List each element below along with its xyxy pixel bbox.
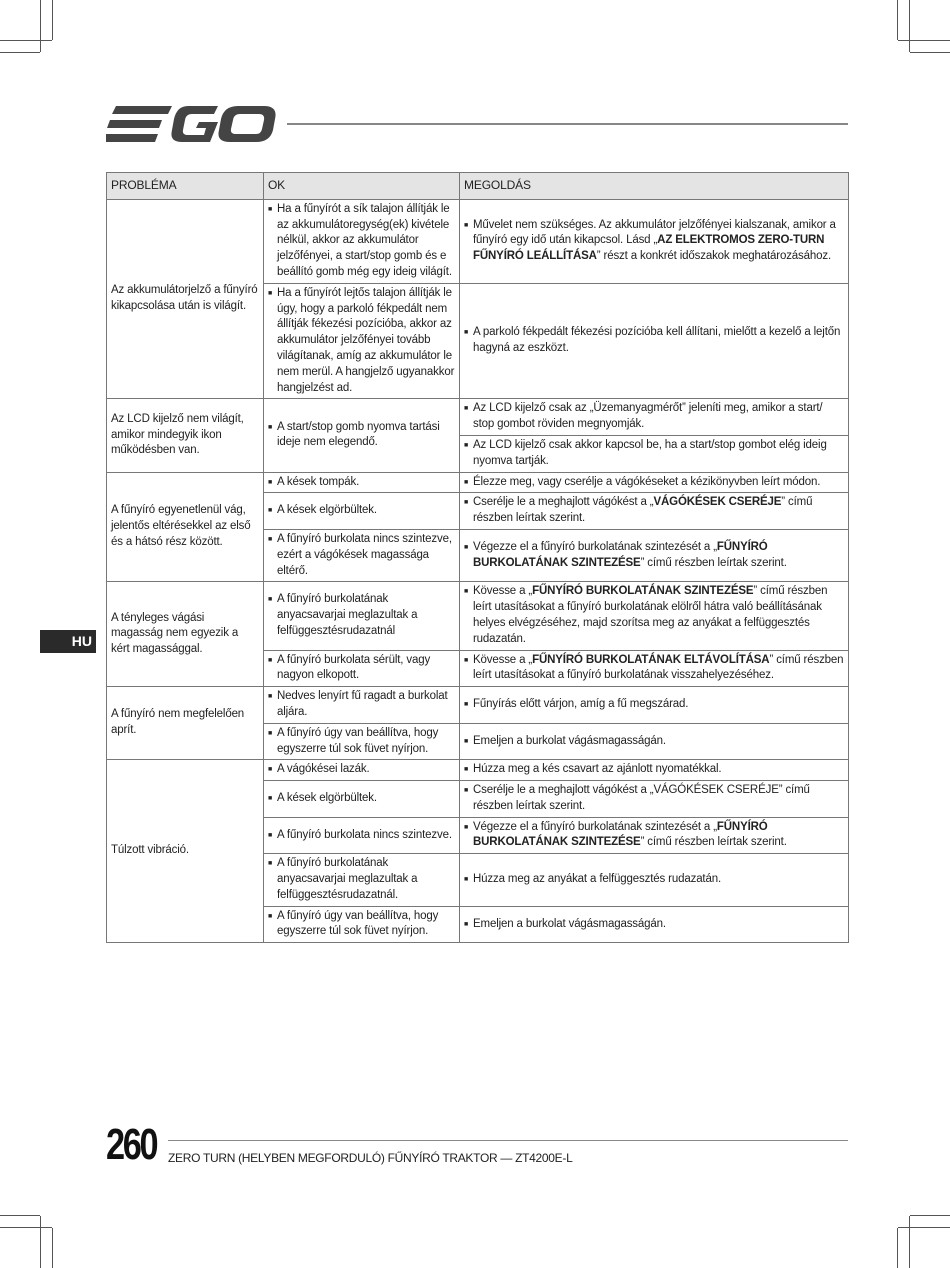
crop-mark bbox=[910, 52, 950, 53]
crop-mark bbox=[40, 1216, 41, 1268]
problem-cell: Az akkumulátorjelző a fűnyíró kikapcsolása után is világít. bbox=[107, 199, 264, 399]
column-header-cause: OK bbox=[264, 173, 460, 200]
solution-cell: ■ Végezze el a fűnyíró burkolatának szintezését a „FŰNYÍRÓ BURKOLATÁNAK SZINTEZÉSE” című részben leírtak szerint. bbox=[460, 817, 849, 854]
crop-mark bbox=[897, 1228, 898, 1268]
solution-text: Végezze el a fűnyíró burkolatának szintezését a „FŰNYÍRÓ BURKOLATÁNAK SZINTEZÉSE” című részben leírtak szerint. bbox=[473, 820, 787, 849]
solution-cell: ■ Végezze el a fűnyíró burkolatának szintezését a „FŰNYÍRÓ BURKOLATÁNAK SZINTEZÉSE” című részben leírtak szerint. bbox=[460, 529, 849, 581]
cause-cell: ■ A kések tompák. bbox=[264, 472, 460, 493]
problem-cell: Az LCD kijelző nem világít, amikor mindegyik ikon működésben van. bbox=[107, 399, 264, 472]
crop-mark bbox=[910, 1215, 950, 1216]
cause-text: A fűnyíró burkolatának anyacsavarjai meglazultak a felfüggesztésrudazatnál. bbox=[277, 857, 418, 901]
cause-cell: ■ A fűnyíró burkolatának anyacsavarjai meglazultak a felfüggesztésrudazatnál. bbox=[264, 854, 460, 906]
solution-text: Húzza meg az anyákat a felfüggesztés rudazatán. bbox=[473, 873, 722, 886]
page-number: 260 bbox=[106, 1120, 157, 1169]
solution-cell: ■ Az LCD kijelző csak akkor kapcsol be, ha a start/stop gombot elég ideig nyomva tartják. bbox=[460, 435, 849, 472]
crop-mark bbox=[898, 1227, 950, 1228]
section-reference: AZ ELEKTROMOS ZERO-TURN FŰNYÍRÓ LEÁLLÍTÁSA bbox=[473, 234, 825, 263]
cause-text: A kések elgörbültek. bbox=[277, 791, 377, 804]
crop-mark bbox=[0, 52, 40, 53]
solution-text: Cserélje le a meghajlott vágókést a „VÁGÓKÉSEK CSERÉJE” című részben leírtak szerint. bbox=[473, 784, 810, 812]
solution-cell: ■ Húzza meg a kés csavart az ajánlott nyomatékkal. bbox=[460, 760, 849, 781]
cause-cell: ■ A fűnyíró burkolata sérült, vagy nagyon elkopott. bbox=[264, 650, 460, 687]
troubleshooting-table bbox=[106, 172, 849, 943]
solution-text: Kövesse a „FŰNYÍRÓ BURKOLATÁNAK ELTÁVOLÍTÁSA” című részben leírt utasításokat a fűnyíró burkolatának visszahelyezéséhez. bbox=[473, 653, 844, 682]
problem-cell: A tényleges vágási magasság nem egyezik a kért magassággal. bbox=[107, 582, 264, 687]
solution-cell: ■ Cserélje le a meghajlott vágókést a „VÁGÓKÉSEK CSERÉJE” című részben leírtak szerint. bbox=[460, 781, 849, 818]
problem-cell: A fűnyíró egyenetlenül vág, jelentős eltérésekkel az első és a hátsó rész között. bbox=[107, 472, 264, 582]
crop-mark bbox=[909, 1216, 910, 1268]
cause-text: Ha a fűnyírót a sík talajon állítják le az akkumulátoregység(ek) kivétele nélkül, akkor az akkumulátor jelzőfényei, a start/stop gomb és e beállító gomb még egy ideig világít. bbox=[277, 202, 452, 278]
solution-cell: ■ A parkoló fékpedált fékezési pozícióba kell állítani, mielőtt a kezelő a lejtőn hagyná az eszközt. bbox=[460, 283, 849, 399]
cause-text: A vágókései lazák. bbox=[277, 763, 370, 776]
table-row bbox=[107, 472, 849, 493]
cause-cell: ■ Ha a fűnyírót a sík talajon állítják le az akkumulátoregység(ek) kivétele nélkül, akkor az akkumulátor jelzőfényei, a start/stop gomb és e beállító gomb még egy ideig világít. bbox=[264, 199, 460, 283]
cause-cell: ■ A vágókései lazák. bbox=[264, 760, 460, 781]
solution-cell: ■ Emeljen a burkolat vágásmagasságán. bbox=[460, 723, 849, 760]
footer-title: ZERO TURN (HELYBEN MEGFORDULÓ) FŰNYÍRÓ TRAKTOR — ZT4200E-L bbox=[168, 1151, 573, 1165]
solution-cell: ■ Cserélje le a meghajlott vágókést a „VÁGÓKÉSEK CSERÉJE” című részben leírtak szerint. bbox=[460, 493, 849, 530]
language-tab: HU bbox=[40, 630, 96, 653]
solution-text: A parkoló fékpedált fékezési pozícióba kell állítani, mielőtt a kezelő a lejtőn hagyná az eszközt. bbox=[473, 326, 841, 355]
crop-mark bbox=[0, 1215, 40, 1216]
solution-cell: ■ Művelet nem szükséges. Az akkumulátor jelzőfényei kialszanak, amikor a fűnyíró egy idő után kikapcsol. Lásd „AZ ELEKTROMOS ZERO-TURN FŰNYÍRÓ LEÁLLÍTÁSA” részt a konkrét időszakok meghatározásához. bbox=[460, 199, 849, 283]
cause-cell: ■ A kések elgörbültek. bbox=[264, 493, 460, 530]
cause-text: Nedves lenyírt fű ragadt a burkolat aljára. bbox=[277, 690, 448, 718]
table-row bbox=[107, 582, 849, 650]
cause-text: Ha a fűnyírót lejtős talajon állítják le úgy, hogy a parkoló fékpedált nem állítják fékezési pozícióba, akkor az akkumulátor jelzőfényei tovább világítanak, amíg az akkumulátor le nem merül. A hangjelző ugyanakkor hangjelzést ad. bbox=[277, 286, 455, 394]
solution-cell: ■ Emeljen a burkolat vágásmagasságán. bbox=[460, 906, 849, 943]
cause-text: A fűnyíró burkolata nincs szintezve, ezért a vágókések magassága eltérő. bbox=[277, 532, 452, 577]
cause-text: A fűnyíró burkolatának anyacsavarjai meglazultak a felfüggesztésrudazatnál bbox=[277, 593, 418, 637]
solution-cell: ■ Élezze meg, vagy cserélje a vágókéseket a kézikönyvben leírt módon. bbox=[460, 472, 849, 493]
problem-cell: Túlzott vibráció. bbox=[107, 760, 264, 943]
table-header-row bbox=[107, 173, 849, 200]
column-header-problem: PROBLÉMA bbox=[107, 173, 264, 200]
solution-text: Fűnyírás előtt várjon, amíg a fű megszárad. bbox=[473, 698, 689, 710]
cause-text: A fűnyíró burkolata nincs szintezve. bbox=[277, 828, 452, 841]
solution-text: Cserélje le a meghajlott vágókést a „VÁGÓKÉSEK CSERÉJE” című részben leírtak szerint. bbox=[473, 496, 813, 525]
crop-mark bbox=[909, 0, 910, 52]
cause-cell: ■ A fűnyíró úgy van beállítva, hogy egyszerre túl sok füvet nyírjon. bbox=[264, 723, 460, 760]
cause-text: A fűnyíró burkolata sérült, vagy nagyon elkopott. bbox=[277, 653, 431, 682]
cause-text: A kések tompák. bbox=[277, 475, 360, 488]
cause-text: A fűnyíró úgy van beállítva, hogy egyszerre túl sok füvet nyírjon. bbox=[277, 909, 439, 938]
solution-text: Emeljen a burkolat vágásmagasságán. bbox=[473, 917, 666, 930]
ego-logo bbox=[106, 102, 278, 146]
table-row bbox=[107, 760, 849, 781]
section-reference: FŰNYÍRÓ BURKOLATÁNAK SZINTEZÉSE bbox=[473, 820, 768, 849]
cause-cell: ■ A fűnyíró úgy van beállítva, hogy egyszerre túl sok füvet nyírjon. bbox=[264, 906, 460, 943]
cause-text: A fűnyíró úgy van beállítva, hogy egyszerre túl sok füvet nyírjon. bbox=[277, 726, 439, 755]
section-reference: VÁGÓKÉSEK CSERÉJE bbox=[653, 496, 782, 509]
cause-cell: ■ A start/stop gomb nyomva tartási ideje nem elegendő. bbox=[264, 399, 460, 472]
solution-text: Húzza meg a kés csavart az ajánlott nyomatékkal. bbox=[473, 763, 722, 776]
header-rule bbox=[287, 123, 848, 125]
solution-cell: ■ Húzza meg az anyákat a felfüggesztés rudazatán. bbox=[460, 854, 849, 906]
solution-cell: ■ Fűnyírás előtt várjon, amíg a fű megszárad. bbox=[460, 687, 849, 724]
cause-cell: ■ Ha a fűnyírót lejtős talajon állítják le úgy, hogy a parkoló fékpedált nem állítják fékezési pozícióba, akkor az akkumulátor jelzőfényei tovább világítanak, amíg az akkumulátor le nem merül. A hangjelző ugyanakkor hangjelzést ad. bbox=[264, 283, 460, 399]
solution-text: Az LCD kijelző csak az „Üzemanyagmérőt” jeleníti meg, amikor a start/ stop gombot röviden megnyomják. bbox=[473, 402, 823, 431]
solution-text: Végezze el a fűnyíró burkolatának szintezését a „FŰNYÍRÓ BURKOLATÁNAK SZINTEZÉSE” című részben leírtak szerint. bbox=[473, 540, 787, 569]
problem-cell: A fűnyíró nem megfelelően aprít. bbox=[107, 687, 264, 760]
section-reference: FŰNYÍRÓ BURKOLATÁNAK SZINTEZÉSE bbox=[532, 585, 754, 598]
crop-mark bbox=[0, 1227, 52, 1228]
solution-cell: ■ Az LCD kijelző csak az „Üzemanyagmérőt” jeleníti meg, amikor a start/ stop gombot röviden megnyomják. bbox=[460, 399, 849, 436]
table-row bbox=[107, 199, 849, 283]
crop-mark bbox=[898, 40, 950, 41]
cause-text: A kések elgörbültek. bbox=[277, 504, 377, 517]
crop-mark bbox=[0, 40, 52, 41]
table-row bbox=[107, 687, 849, 724]
section-reference: FŰNYÍRÓ BURKOLATÁNAK ELTÁVOLÍTÁSA bbox=[532, 653, 770, 666]
crop-mark bbox=[52, 1228, 53, 1268]
crop-mark bbox=[52, 0, 53, 40]
cause-cell: ■ Nedves lenyírt fű ragadt a burkolat aljára. bbox=[264, 687, 460, 724]
footer-rule bbox=[168, 1140, 848, 1141]
solution-text: Emeljen a burkolat vágásmagasságán. bbox=[473, 734, 666, 747]
table-row bbox=[107, 399, 849, 436]
cause-cell: ■ A kések elgörbültek. bbox=[264, 781, 460, 818]
crop-mark bbox=[897, 0, 898, 40]
cause-cell: ■ A fűnyíró burkolata nincs szintezve, ezért a vágókések magassága eltérő. bbox=[264, 529, 460, 581]
solution-text: Kövesse a „FŰNYÍRÓ BURKOLATÁNAK SZINTEZÉSE” című részben leírt utasításokat a fűnyíró burkolatának elölről hátra való beállításának helyes elvégzéséhez, majd szorítsa meg az anyákat a felfüggesztés rudazatán. bbox=[473, 585, 828, 645]
cause-text: A start/stop gomb nyomva tartási ideje nem elegendő. bbox=[277, 420, 440, 449]
solution-text: Művelet nem szükséges. Az akkumulátor jelzőfényei kialszanak, amikor a fűnyíró egy idő után kikapcsol. Lásd „AZ ELEKTROMOS ZERO-TURN FŰNYÍRÓ LEÁLLÍTÁSA” részt a konkrét időszakok meghatározásához. bbox=[473, 218, 836, 263]
section-reference: FŰNYÍRÓ BURKOLATÁNAK SZINTEZÉSE bbox=[473, 540, 768, 569]
solution-cell: ■ Kövesse a „FŰNYÍRÓ BURKOLATÁNAK ELTÁVOLÍTÁSA” című részben leírt utasításokat a fűnyíró burkolatának visszahelyezéséhez. bbox=[460, 650, 849, 687]
solution-cell: ■ Kövesse a „FŰNYÍRÓ BURKOLATÁNAK SZINTEZÉSE” című részben leírt utasításokat a fűnyíró burkolatának elölről hátra való beállításának helyes elvégzéséhez, majd szorítsa meg az anyákat a felfüggesztés rudazatán. bbox=[460, 582, 849, 650]
crop-mark bbox=[40, 0, 41, 52]
solution-text: Élezze meg, vagy cserélje a vágókéseket a kézikönyvben leírt módon. bbox=[473, 475, 821, 488]
cause-cell: ■ A fűnyíró burkolatának anyacsavarjai meglazultak a felfüggesztésrudazatnál bbox=[264, 582, 460, 650]
solution-text: Az LCD kijelző csak akkor kapcsol be, ha a start/stop gombot elég ideig nyomva tartják. bbox=[473, 438, 827, 467]
column-header-solution: MEGOLDÁS bbox=[460, 173, 849, 200]
cause-cell: ■ A fűnyíró burkolata nincs szintezve. bbox=[264, 817, 460, 854]
